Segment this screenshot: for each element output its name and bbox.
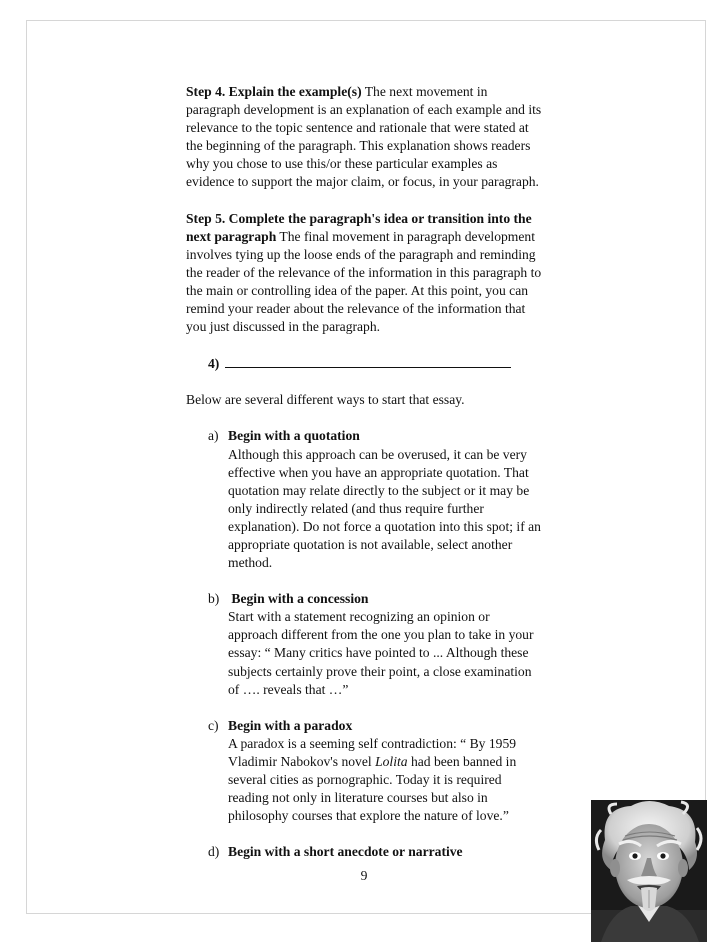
page-number: 9	[360, 868, 368, 883]
list-marker: a)	[208, 428, 219, 444]
step4-heading: Step 4. Explain the example(s)	[186, 84, 362, 99]
list-item-body	[228, 735, 542, 825]
step4-body: The next movement in paragraph development is an explanation of each example and its relevance to the topic sentence and rationale that were stated at the beginning of the paragraph. This explanation shows readers why you chose to use this/or these particular examples as evidence to support the major claim, or focus, in your paragraph.	[186, 84, 542, 190]
list-item-title: Begin with a quotation	[228, 428, 360, 444]
portrait-illustration	[591, 800, 707, 942]
intro-text: Below are several different ways to start that essay.	[186, 392, 465, 408]
document-body	[186, 83, 542, 879]
list-item-body: Start with a statement recognizing an opinion or approach different from the one you plan to take in your essay: “ Many critics have pointed to ... Although these subjects certainly prove their point, a close examination of …. reveals that …”	[228, 609, 534, 697]
paradox-body-start: A paradox is a seeming self contradiction: “ By 1959 Vladimir Nabokov's novel	[228, 735, 517, 769]
portrait-photo	[591, 800, 707, 942]
blank-underline	[225, 354, 511, 368]
list-marker: b)	[208, 591, 220, 607]
list-item-concession	[186, 590, 542, 699]
step5-body: The final movement in paragraph development involves tying up the loose ends of the paragraph and reminding the reader of the relevance of the information in this paragraph to the main or controlling idea of the paper. At this point, you can remind your reader about the relevance of the information that you just discussed in the paragraph.	[186, 228, 542, 335]
list-item-quotation	[186, 427, 542, 572]
paradox-body-end: had been banned in several cities as pornographic. Today it is required reading not only in literature courses but also in philosophy courses that explore the nature of love.”	[228, 753, 517, 824]
list-marker: d)	[208, 844, 220, 860]
book-title: Lolita	[375, 753, 408, 769]
step4-paragraph	[186, 83, 542, 192]
list-item-anecdote	[186, 843, 542, 861]
list-item-title: Begin with a short anecdote or narrative	[228, 844, 463, 860]
step5-heading: Step 5. Complete the paragraph's idea or transition into the next paragraph	[186, 210, 532, 244]
list-item-body: Although this approach can be overused, it can be very effective when you have an appropriate quotation. That quotation may relate directly to the subject or it may be only indirectly related (and thus require further explanation). Do not force a quotation into this spot; if an appropriate quotation is not available, select another method.	[228, 446, 541, 571]
section-heading-blank	[208, 354, 542, 373]
list-item-paradox	[186, 717, 542, 826]
step5-paragraph	[186, 210, 542, 337]
section-number: 4)	[208, 356, 220, 372]
list-marker: c)	[208, 717, 219, 733]
list-item-title: Begin with a concession	[228, 591, 369, 607]
list-item-title: Begin with a paradox	[228, 717, 353, 733]
